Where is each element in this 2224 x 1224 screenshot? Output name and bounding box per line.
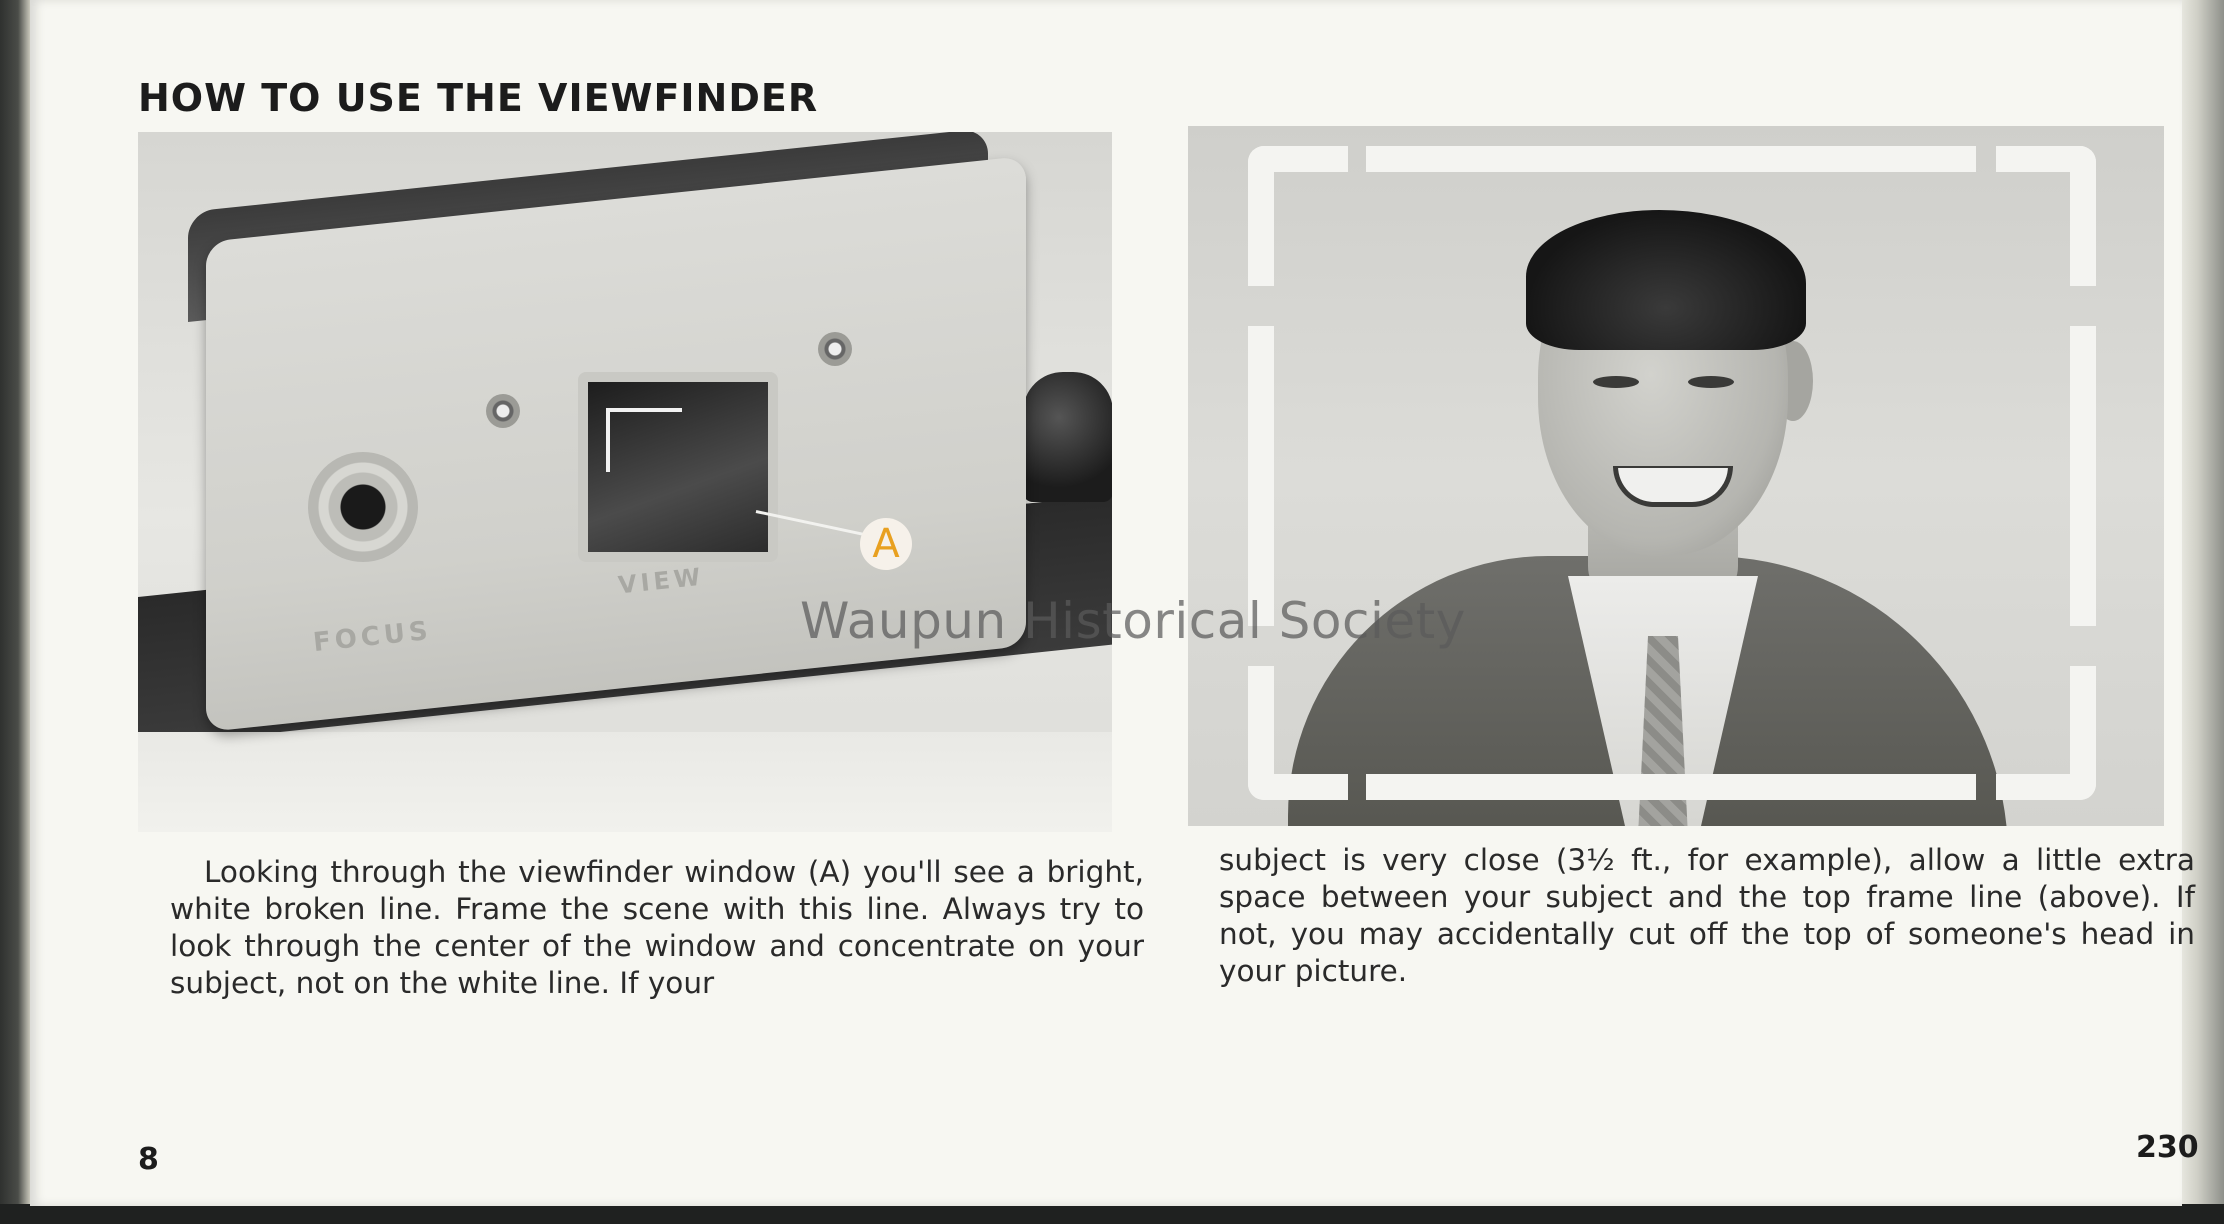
page-number-right: 230 bbox=[2136, 1130, 2199, 1165]
frame-line-top bbox=[1366, 146, 1976, 172]
callout-marker-a: A bbox=[860, 518, 912, 570]
portrait-hair bbox=[1526, 210, 1806, 350]
camera-viewfinder-photo bbox=[138, 132, 1112, 832]
photo-floor bbox=[138, 732, 1112, 832]
bright-frame-line bbox=[606, 408, 682, 472]
frame-corner-bottom-left bbox=[1248, 666, 1274, 800]
focus-label: FOCUS bbox=[311, 615, 434, 659]
page-number-left: 8 bbox=[138, 1142, 159, 1177]
portrait-eye bbox=[1688, 376, 1734, 388]
view-label: VIEW bbox=[616, 562, 706, 600]
frame-corner-bottom-right bbox=[2070, 666, 2096, 800]
frame-line-right bbox=[2070, 326, 2096, 626]
manual-page-spread bbox=[30, 0, 2199, 1206]
body-text-left-column: Looking through the viewfinder window (A) you'll see a bright, white broken line. Frame the scene with this line. Always try to look through the center of the window and concentrate on your subject, not on the white line. If your bbox=[170, 855, 1144, 1000]
body-text-right-column: subject is very close (3½ ft., for example), allow a little extra space between your subject and the top frame line (above). If not, you may accidentally cut off the top of someone's head in your picture. bbox=[1219, 843, 2195, 988]
portrait-eye bbox=[1593, 376, 1639, 388]
scan-edge-bottom bbox=[0, 1204, 2224, 1224]
screw-icon bbox=[818, 332, 852, 366]
watermark: Waupun Historical Society bbox=[800, 592, 1466, 650]
focus-window bbox=[308, 452, 418, 562]
frame-line-left bbox=[1248, 326, 1274, 626]
viewfinder-window bbox=[578, 372, 778, 562]
portrait-framing-photo bbox=[1188, 126, 2164, 826]
page-title: HOW TO USE THE VIEWFINDER bbox=[138, 76, 819, 120]
scan-edge-left bbox=[0, 0, 30, 1224]
frame-corner-top-left bbox=[1248, 146, 1274, 286]
screw-icon bbox=[486, 394, 520, 428]
frame-line-bottom bbox=[1366, 774, 1976, 800]
scan-edge-right bbox=[2180, 0, 2224, 1224]
frame-corner-top-right bbox=[2070, 146, 2096, 286]
camera-knob bbox=[1023, 372, 1112, 502]
